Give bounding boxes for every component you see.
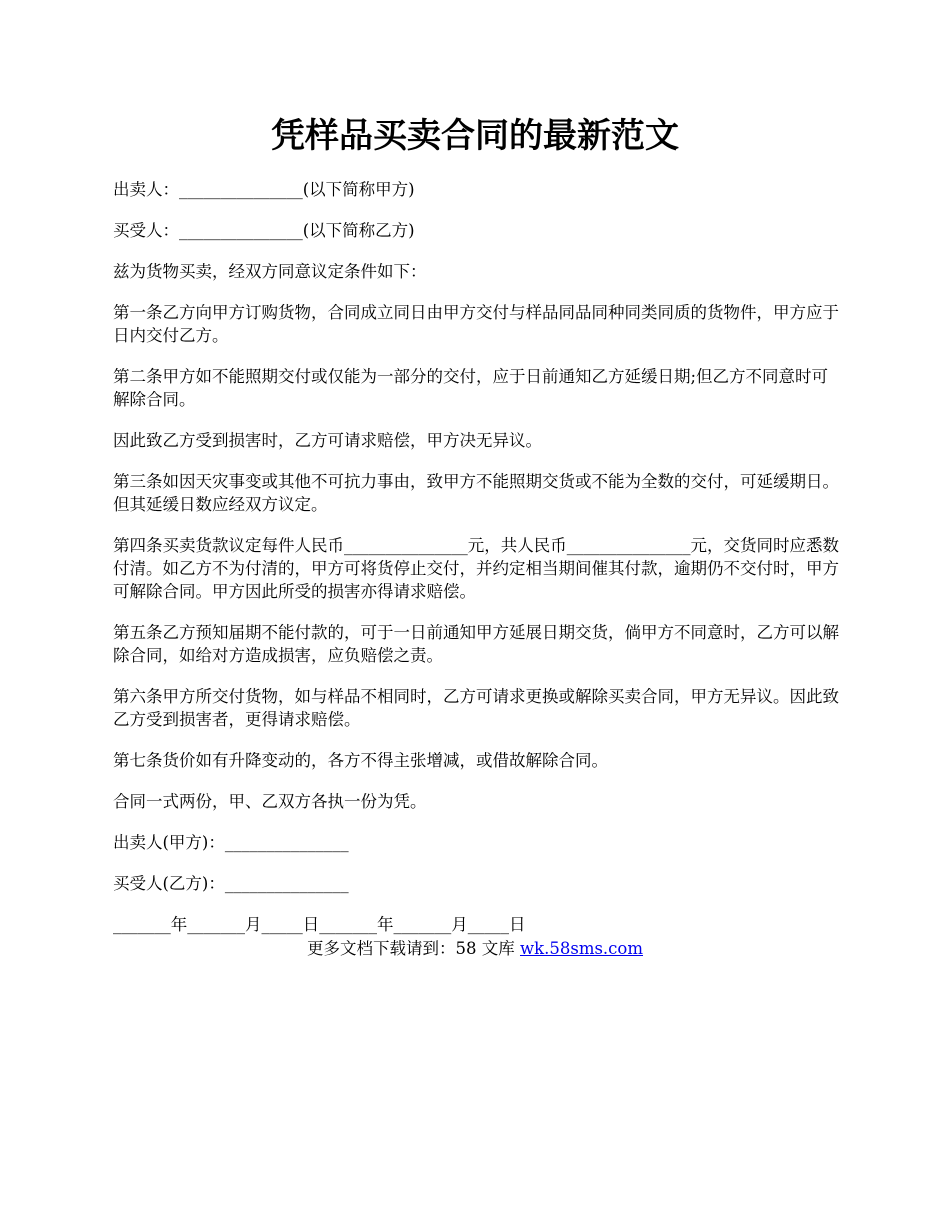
article-6: 第六条甲方所交付货物，如与样品不相同时，乙方可请求更换或解除买卖合同，甲方无异议。因此致乙方受到损害者，更得请求赔偿。 <box>113 687 839 729</box>
seller-line: 出卖人：_______________(以下简称甲方) <box>113 180 415 199</box>
copies-clause: 合同一式两份，甲、乙双方各执一份为凭。 <box>113 792 427 811</box>
document-body <box>113 178 843 954</box>
article-1: 第一条乙方向甲方订购货物，合同成立同日由甲方交付与样品同品同种同类同质的货物件，甲方应于日内交付乙方。 <box>113 303 839 345</box>
article-2: 第二条甲方如不能照期交付或仅能为一部分的交付，应于日前通知乙方延缓日期;但乙方不同意时可解除合同。 <box>113 367 829 409</box>
article-3: 第三条如因天灾事变或其他不可抗力事由，致甲方不能照期交货或不能为全数的交付，可延缓期日。但其延缓日数应经双方议定。 <box>113 472 839 514</box>
buyer-line: 买受人：_______________(以下简称乙方) <box>113 221 415 240</box>
footer <box>0 937 950 960</box>
article-7: 第七条货价如有升降变动的，各方不得主张增减，或借故解除合同。 <box>113 751 608 770</box>
seller-signature-line: 出卖人(甲方)：_______________ <box>113 833 349 852</box>
article-2-note: 因此致乙方受到损害时，乙方可请求赔偿，甲方决无异议。 <box>113 431 542 450</box>
preamble: 兹为货物买卖，经双方同意议定条件如下： <box>113 262 427 281</box>
buyer-signature-line: 买受人(乙方)：_______________ <box>113 874 349 893</box>
article-4: 第四条买卖货款议定每件人民币_______________元，共人民币_______________元，交货同时应悉数付清。如乙方不为付清的，甲方可将货停止交付，并约定相当期间催其付款，逾期仍不交付时，甲方可解除合同。甲方因此所受的损害亦得请求赔偿。 <box>113 536 839 601</box>
document-title: 凭样品买卖合同的最新范文 <box>271 116 679 156</box>
date-line: _______年_______月_____日_______年_______月_____日 <box>113 915 526 934</box>
footer-link[interactable]: wk.58sms.com <box>519 939 643 958</box>
article-5: 第五条乙方预知届期不能付款的，可于一日前通知甲方延展日期交货，倘甲方不同意时，乙方可以解除合同，如给对方造成损害，应负赔偿之责。 <box>113 623 839 665</box>
footer-text: 更多文档下载请到：58 文库 <box>306 939 520 958</box>
